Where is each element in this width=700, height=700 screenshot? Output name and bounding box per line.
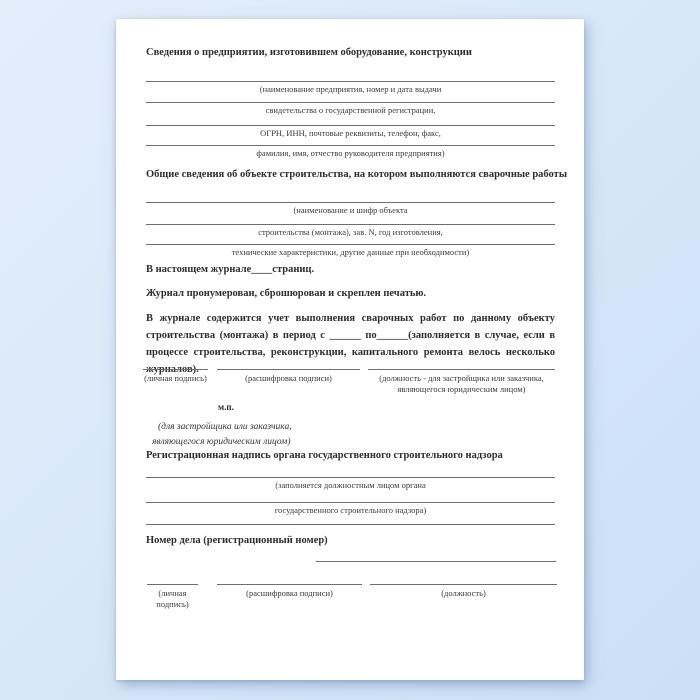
blank-line-field-object-2: строительства (монтажа), зав. N, год изготовления, [146,224,555,238]
blank-line-field-registration-1: (заполняется должностным лицом органа [146,477,555,491]
blank-line-registration-3 [146,524,555,525]
signature-line-transcript-2: (расшифровка подписи) [217,584,362,599]
signature-line-personal-2: (личная подпись) [147,584,198,610]
case-number-label: Номер дела (регистрационный номер) [146,535,328,546]
form-page [116,19,584,680]
blank-line-field-manufacturer-3: ОГРН, ИНН, почтовые реквизиты, телефон, факс, [146,125,555,139]
binding-statement: Журнал пронумерован, сброшюрован и скреплен печатью. [146,288,427,299]
stamp-placeholder: м.п. [218,402,234,412]
blank-line-field-object-3: технические характеристики, другие данные при необходимости) [146,244,555,258]
blank-line-field-registration-2: государственного строительного надзора) [146,502,555,516]
section-title-manufacturer: Сведения о предприятии, изготовившем оборудование, конструкции [146,47,472,58]
blank-line-field-object-1: (наименование и шифр объекта [146,202,555,216]
stamp-note-line-2: являющегося юридическим лицом) [152,437,291,447]
blank-line-field-manufacturer-4: фамилия, имя, отчество руководителя предприятия) [146,145,555,159]
period-paragraph: В журнале содержится учет выполнения сварочных работ по данному объекту строительства (монтажа) в период с ______ по______(заполняется в случае, если в процессе строительства, реконструкции, капитального ремонта велось несколько журналов). [146,313,555,375]
signature-line-personal-1: (личная подпись) [143,369,208,384]
pages-count-statement: В настоящем журнале____страниц. [146,264,315,275]
stamp-note-line-1: (для застройщика или заказчика, [158,422,292,432]
section-title-object: Общие сведения об объекте строительства, на котором выполняются сварочные работы [146,169,568,180]
blank-line-field-manufacturer-1: (наименование предприятия, номер и дата выдачи [146,81,555,95]
section-title-registration: Регистрационная надпись органа государственного строительного надзора [146,450,503,461]
signature-line-transcript-1: (расшифровка подписи) [217,369,360,384]
case-number-line [316,561,556,562]
blank-line-field-manufacturer-2: свидетельства о государственной регистрации, [146,102,555,116]
signature-line-position-1: (должность - для застройщика или заказчика, являющегося юридическим лицом) [368,369,555,395]
signature-line-position-2: (должность) [370,584,557,599]
